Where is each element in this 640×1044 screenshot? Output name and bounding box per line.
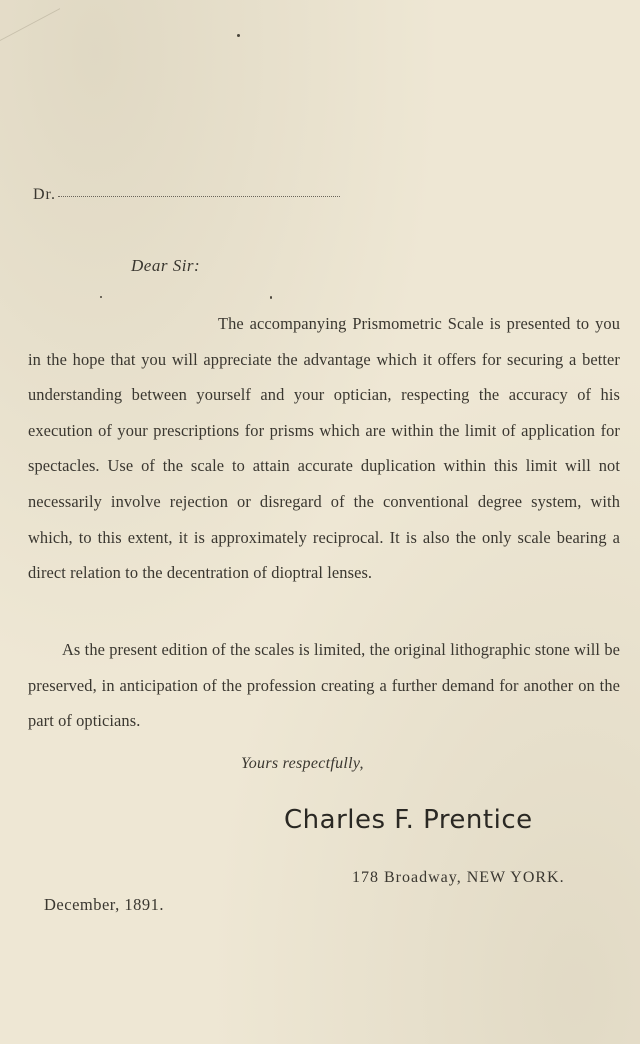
page-corner-fold [0,0,60,41]
addressee-prefix: Dr. [33,186,56,203]
paragraph-2: As the present edition of the scales is limited, the original lithographic stone will be preserved, in anticipation of the profession creating a further demand for another on the part of opticians. [28,640,620,731]
sender-address: 178 Broadway, NEW YORK. [352,869,565,886]
letter-date: December, 1891. [44,895,165,914]
addressee-blank-line [58,196,340,197]
addressee-line [33,186,340,204]
signature: Charles F. Prentice [284,805,533,835]
paper-speck [270,296,272,299]
closing: Yours respectfully, [241,755,364,772]
paper-speck [237,34,240,37]
paper-speck [100,296,102,298]
greeting: Dear Sir: [131,256,201,275]
paragraph-1: The accompanying Prismometric Scale is presented to you in the hope that you will appreciate the advantage which it offers for securing a better understanding between yourself and your optician, respecting the accuracy of his execution of your prescriptions for prisms which are within the limit of application for spectacles. Use of the scale to attain accurate duplication within this limit will not necessarily involve rejection or disregard of the conventional degree system, with which, to this extent, it is approximately reciprocal. It is also the only scale bearing a direct relation to the decentration of dioptral lenses. [28,314,620,583]
